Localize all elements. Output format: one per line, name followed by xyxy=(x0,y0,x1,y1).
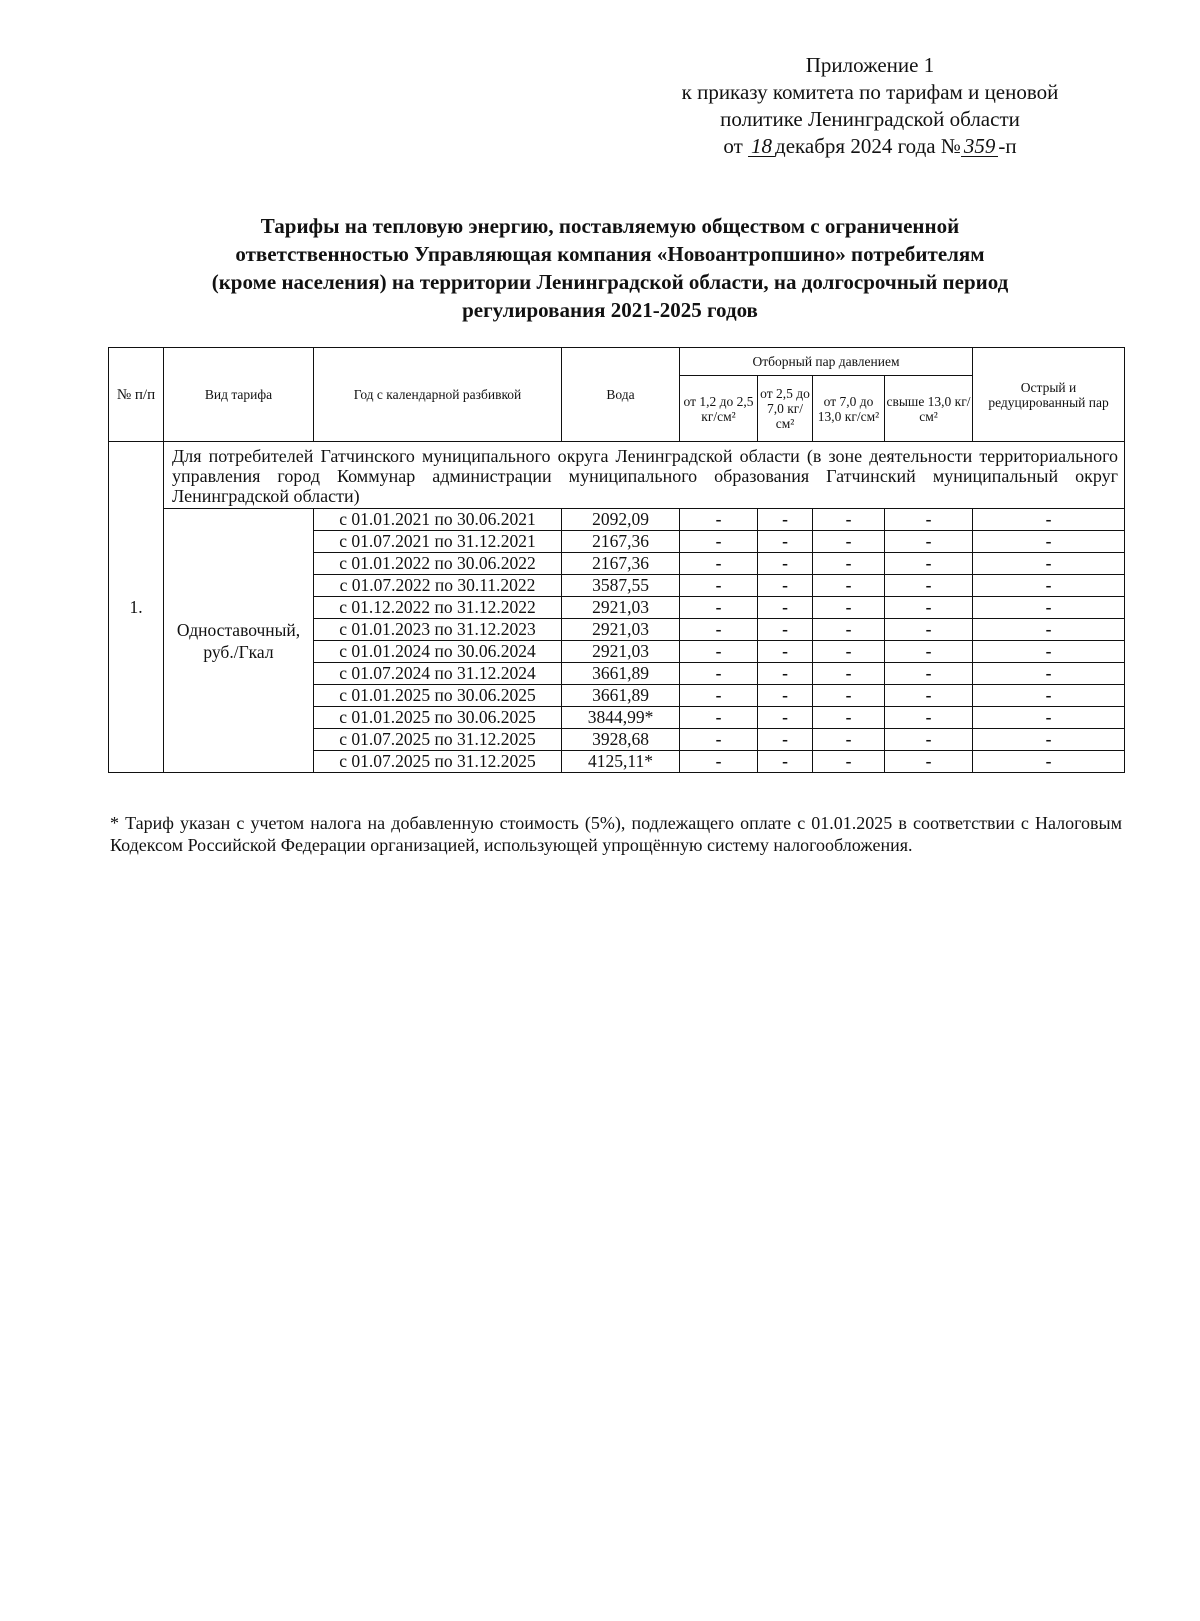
steam-1-2-2-5-cell: - xyxy=(680,575,758,597)
steam-2-5-7-0-cell: - xyxy=(758,685,813,707)
title-line-3: (кроме населения) на территории Ленинградской области, на долгосрочный период xyxy=(211,270,1009,294)
steam-2-5-7-0-cell: - xyxy=(758,663,813,685)
steam-over-13-0-cell: - xyxy=(885,641,973,663)
steam-7-0-13-0-cell: - xyxy=(813,619,885,641)
water-tariff-cell: 3587,55 xyxy=(562,575,680,597)
water-tariff-cell: 2167,36 xyxy=(562,553,680,575)
steam-2-5-7-0-cell: - xyxy=(758,575,813,597)
header-tariff-type: Вид тарифа xyxy=(164,348,314,442)
steam-2-5-7-0-cell: - xyxy=(758,641,813,663)
consumer-group-text: Для потребителей Гатчинского муниципального округа Ленинградской области (в зоне деятельности территориального управления город Коммунар администрации муниципального образования Гатчинский муниципальный округ Ленинградской области) xyxy=(164,442,1125,509)
handwritten-order-number: 359 xyxy=(961,136,999,157)
steam-over-13-0-cell: - xyxy=(885,531,973,553)
water-tariff-cell: 2921,03 xyxy=(562,619,680,641)
steam-over-13-0-cell: - xyxy=(885,619,973,641)
period-cell: с 01.01.2022 по 30.06.2022 xyxy=(314,553,562,575)
period-cell: с 01.01.2021 по 30.06.2021 xyxy=(314,509,562,531)
steam-2-5-7-0-cell: - xyxy=(758,751,813,773)
steam-7-0-13-0-cell: - xyxy=(813,641,885,663)
steam-over-13-0-cell: - xyxy=(885,707,973,729)
steam-over-13-0-cell: - xyxy=(885,729,973,751)
steam-1-2-2-5-cell: - xyxy=(680,641,758,663)
steam-1-2-2-5-cell: - xyxy=(680,707,758,729)
steam-7-0-13-0-cell: - xyxy=(813,575,885,597)
water-tariff-cell: 3844,99* xyxy=(562,707,680,729)
appendix-committee-line: политике Ленинградской области xyxy=(720,107,1020,131)
date-middle: декабря 2024 года № xyxy=(775,134,961,158)
header-steam-1-2-2-5: от 1,2 до 2,5 кг/см² xyxy=(680,376,758,442)
period-cell: с 01.07.2022 по 30.11.2022 xyxy=(314,575,562,597)
period-cell: с 01.07.2025 по 31.12.2025 xyxy=(314,729,562,751)
tariff-type-cell: Одноставочный, руб./Гкал xyxy=(164,509,314,773)
appendix-title: Приложение 1 xyxy=(805,53,935,77)
order-suffix: -п xyxy=(998,134,1017,158)
tariff-table xyxy=(108,347,1125,773)
appendix-date-line xyxy=(620,133,1120,160)
water-tariff-cell: 2167,36 xyxy=(562,531,680,553)
steam-over-13-0-cell: - xyxy=(885,685,973,707)
header-steam-group: Отборный пар давлением xyxy=(680,348,973,376)
date-prefix: от xyxy=(723,134,743,158)
sharp-steam-cell: - xyxy=(973,663,1125,685)
steam-1-2-2-5-cell: - xyxy=(680,553,758,575)
period-cell: с 01.07.2021 по 31.12.2021 xyxy=(314,531,562,553)
header-steam-7-0-13-0: от 7,0 до 13,0 кг/см² xyxy=(813,376,885,442)
period-cell: с 01.07.2024 по 31.12.2024 xyxy=(314,663,562,685)
period-cell: с 01.01.2025 по 30.06.2025 xyxy=(314,707,562,729)
steam-1-2-2-5-cell: - xyxy=(680,531,758,553)
steam-7-0-13-0-cell: - xyxy=(813,597,885,619)
water-tariff-cell: 2092,09 xyxy=(562,509,680,531)
header-steam-over-13-0: свыше 13,0 кг/см² xyxy=(885,376,973,442)
steam-7-0-13-0-cell: - xyxy=(813,685,885,707)
steam-2-5-7-0-cell: - xyxy=(758,597,813,619)
steam-2-5-7-0-cell: - xyxy=(758,707,813,729)
steam-1-2-2-5-cell: - xyxy=(680,619,758,641)
steam-over-13-0-cell: - xyxy=(885,597,973,619)
steam-1-2-2-5-cell: - xyxy=(680,597,758,619)
period-cell: с 01.01.2025 по 30.06.2025 xyxy=(314,685,562,707)
document-title xyxy=(110,212,1110,324)
steam-over-13-0-cell: - xyxy=(885,663,973,685)
header-sharp-steam: Острый и редуцированный пар xyxy=(973,348,1125,442)
period-cell: с 01.12.2022 по 31.12.2022 xyxy=(314,597,562,619)
steam-over-13-0-cell: - xyxy=(885,509,973,531)
header-num: № п/п xyxy=(109,348,164,442)
sharp-steam-cell: - xyxy=(973,597,1125,619)
steam-1-2-2-5-cell: - xyxy=(680,729,758,751)
appendix-header xyxy=(620,52,1120,160)
steam-1-2-2-5-cell: - xyxy=(680,751,758,773)
row-number: 1. xyxy=(109,442,164,773)
sharp-steam-cell: - xyxy=(973,575,1125,597)
steam-2-5-7-0-cell: - xyxy=(758,729,813,751)
title-line-1: Тарифы на тепловую энергию, поставляемую обществом с ограниченной xyxy=(260,214,960,238)
steam-over-13-0-cell: - xyxy=(885,575,973,597)
sharp-steam-cell: - xyxy=(973,531,1125,553)
footnote: * Тариф указан с учетом налога на добавленную стоимость (5%), подлежащего оплате с 01.01.2025 в соответствии с Налоговым Кодексом Российской Федерации организацией, использующей упрощённую систему налогообложения. xyxy=(110,813,1122,855)
sharp-steam-cell: - xyxy=(973,751,1125,773)
table-row xyxy=(109,509,1125,531)
steam-7-0-13-0-cell: - xyxy=(813,663,885,685)
title-line-4: регулирования 2021-2025 годов xyxy=(462,298,758,322)
header-steam-2-5-7-0: от 2,5 до 7,0 кг/см² xyxy=(758,376,813,442)
steam-7-0-13-0-cell: - xyxy=(813,553,885,575)
period-cell: с 01.01.2023 по 31.12.2023 xyxy=(314,619,562,641)
steam-7-0-13-0-cell: - xyxy=(813,707,885,729)
sharp-steam-cell: - xyxy=(973,729,1125,751)
sharp-steam-cell: - xyxy=(973,619,1125,641)
period-cell: с 01.07.2025 по 31.12.2025 xyxy=(314,751,562,773)
water-tariff-cell: 3928,68 xyxy=(562,729,680,751)
steam-2-5-7-0-cell: - xyxy=(758,553,813,575)
steam-2-5-7-0-cell: - xyxy=(758,509,813,531)
steam-over-13-0-cell: - xyxy=(885,553,973,575)
title-line-2: ответственностью Управляющая компания «Новоантропшино» потребителям xyxy=(235,242,985,266)
header-water: Вода xyxy=(562,348,680,442)
water-tariff-cell: 3661,89 xyxy=(562,685,680,707)
water-tariff-cell: 2921,03 xyxy=(562,597,680,619)
sharp-steam-cell: - xyxy=(973,509,1125,531)
steam-2-5-7-0-cell: - xyxy=(758,531,813,553)
steam-7-0-13-0-cell: - xyxy=(813,751,885,773)
sharp-steam-cell: - xyxy=(973,553,1125,575)
steam-1-2-2-5-cell: - xyxy=(680,663,758,685)
steam-1-2-2-5-cell: - xyxy=(680,509,758,531)
appendix-order-line: к приказу комитета по тарифам и ценовой xyxy=(681,80,1059,104)
water-tariff-cell: 2921,03 xyxy=(562,641,680,663)
water-tariff-cell: 4125,11* xyxy=(562,751,680,773)
steam-7-0-13-0-cell: - xyxy=(813,729,885,751)
handwritten-day: 18 xyxy=(748,136,775,157)
water-tariff-cell: 3661,89 xyxy=(562,663,680,685)
steam-1-2-2-5-cell: - xyxy=(680,685,758,707)
steam-7-0-13-0-cell: - xyxy=(813,509,885,531)
steam-2-5-7-0-cell: - xyxy=(758,619,813,641)
steam-7-0-13-0-cell: - xyxy=(813,531,885,553)
sharp-steam-cell: - xyxy=(973,685,1125,707)
sharp-steam-cell: - xyxy=(973,707,1125,729)
period-cell: с 01.01.2024 по 30.06.2024 xyxy=(314,641,562,663)
steam-over-13-0-cell: - xyxy=(885,751,973,773)
header-period: Год с календарной разбивкой xyxy=(314,348,562,442)
sharp-steam-cell: - xyxy=(973,641,1125,663)
